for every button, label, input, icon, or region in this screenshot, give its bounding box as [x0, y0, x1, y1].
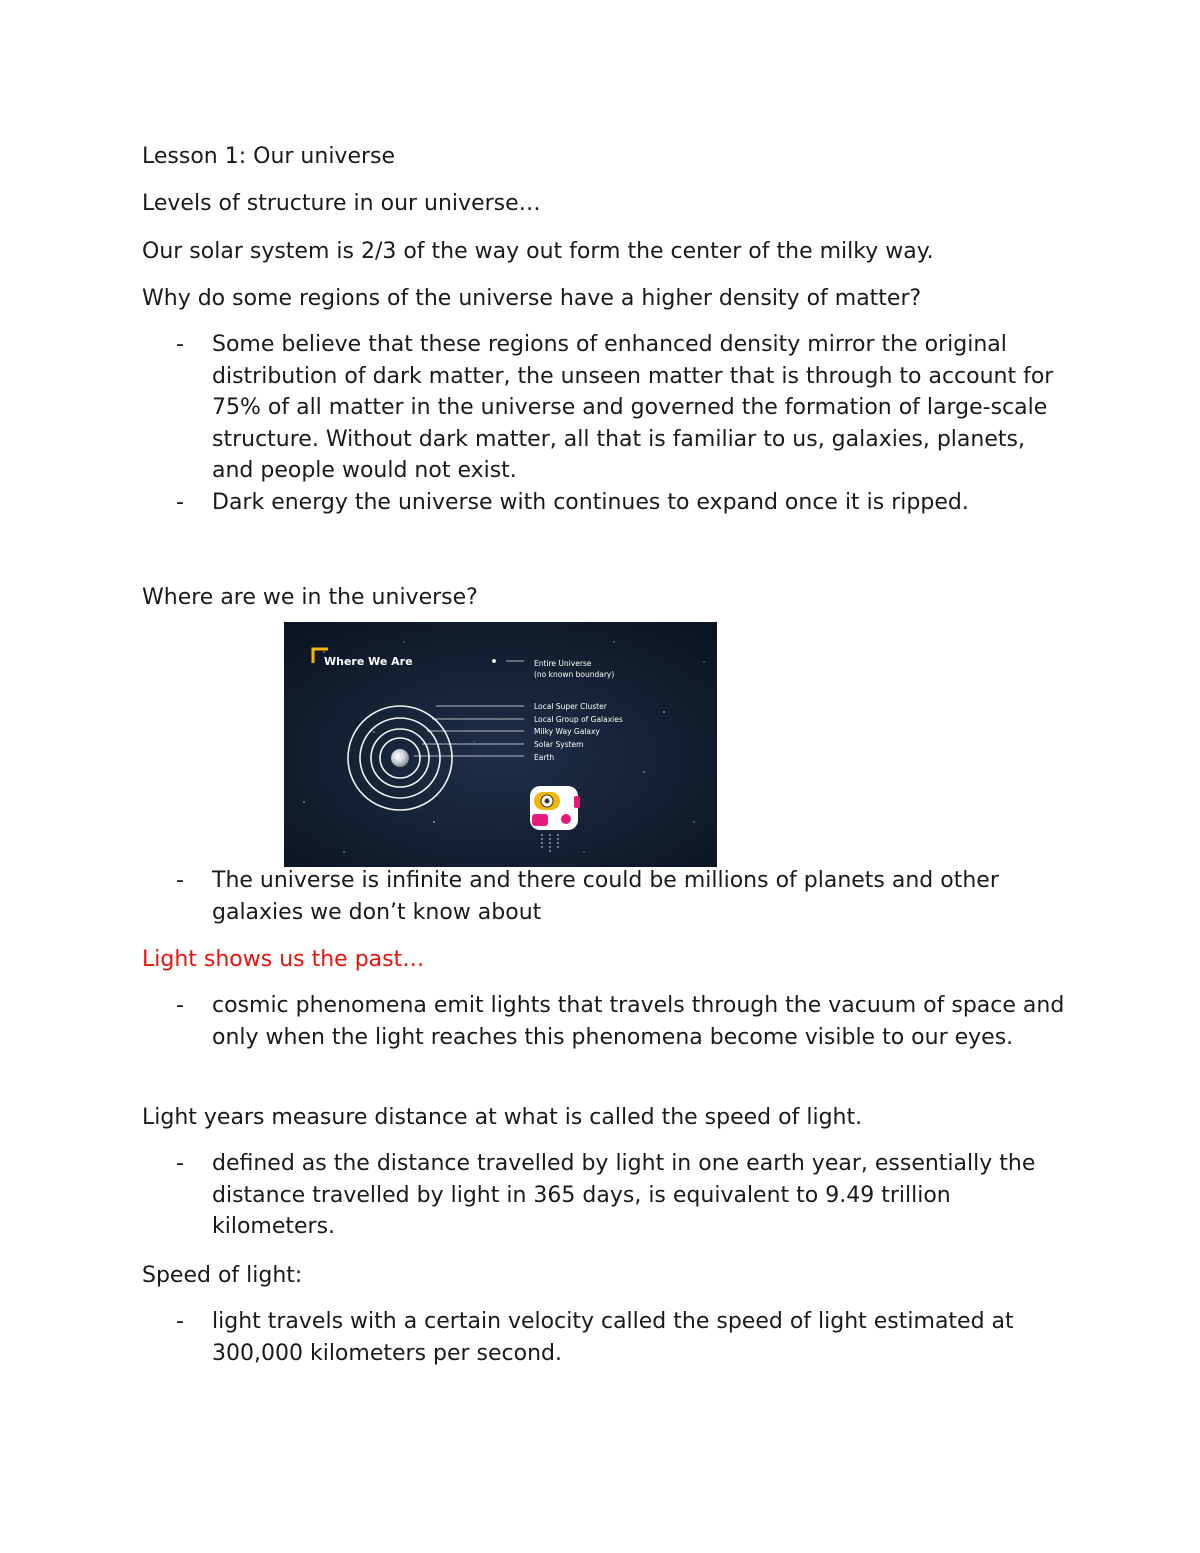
bullet-dash: - — [176, 1151, 184, 1176]
list-item — [142, 1306, 1142, 1370]
bullet-dash: - — [176, 1309, 184, 1334]
light-years-text: Light years measure distance at what is called the speed of light. — [142, 1105, 863, 1130]
bullet-dash: - — [176, 490, 184, 515]
label-entire-universe: Entire Universe — [534, 659, 592, 668]
label-local-group: Local Group of Galaxies — [534, 715, 623, 724]
list-item — [142, 990, 1142, 1086]
speed-heading: Speed of light: — [142, 1263, 303, 1288]
label-no-boundary: (no known boundary) — [534, 670, 615, 679]
cosmic-phenomena-bullet: cosmic phenomena emit lights that travels through the vacuum of space and only when the light reaches this phenomena become visible to our eyes. — [212, 993, 1065, 1050]
solar-system-text: Our solar system is 2/3 of the way out form the center of the milky way. — [142, 239, 934, 264]
where-question: Where are we in the universe? — [142, 585, 478, 610]
list-item — [142, 865, 1142, 929]
label-solar-system: Solar System — [534, 740, 584, 749]
density-question: Why do some regions of the universe have a higher density of matter? — [142, 286, 922, 311]
dark-energy-bullet: Dark energy the universe with continues to expand once it is ripped. — [212, 490, 969, 515]
label-earth: Earth — [534, 753, 555, 762]
levels-heading: Levels of structure in our universe… — [142, 191, 541, 216]
light-year-definition-bullet: defined as the distance travelled by light in one earth year, essentially the distance travelled by light in 365 days, is equivalent to 9.49 trillion kilometers. — [212, 1151, 1036, 1239]
infinite-universe-bullet: The universe is infinite and there could be millions of planets and other galaxies we don’t know about — [212, 868, 999, 925]
speed-of-light-bullet: light travels with a certain velocity called the speed of light estimated at 300,000 kilometers per second. — [212, 1309, 1014, 1366]
earth-graphic — [391, 749, 409, 767]
label-super-cluster: Local Super Cluster — [534, 702, 607, 711]
lesson-title: Lesson 1: Our universe — [142, 144, 396, 169]
where-we-are-image — [284, 622, 717, 867]
dark-matter-bullet: Some believe that these regions of enhanced density mirror the original distribution of dark matter, the unseen matter that is through to account for 75% of all matter in the universe and governed the formation of large-scale structure. Without dark matter, all that is familiar to us, galaxies, planets, and people would not exist. — [212, 332, 1054, 483]
light-past-heading: Light shows us the past… — [142, 947, 425, 972]
bullet-dash: - — [176, 868, 184, 893]
bullet-dash: - — [176, 993, 184, 1018]
list-item — [142, 487, 1142, 519]
bullet-dash: - — [176, 332, 184, 357]
label-milky-way: Milky Way Galaxy — [534, 727, 600, 736]
list-item — [142, 329, 1142, 489]
list-item — [142, 1148, 1142, 1244]
figure-heading: Where We Are — [324, 655, 413, 668]
